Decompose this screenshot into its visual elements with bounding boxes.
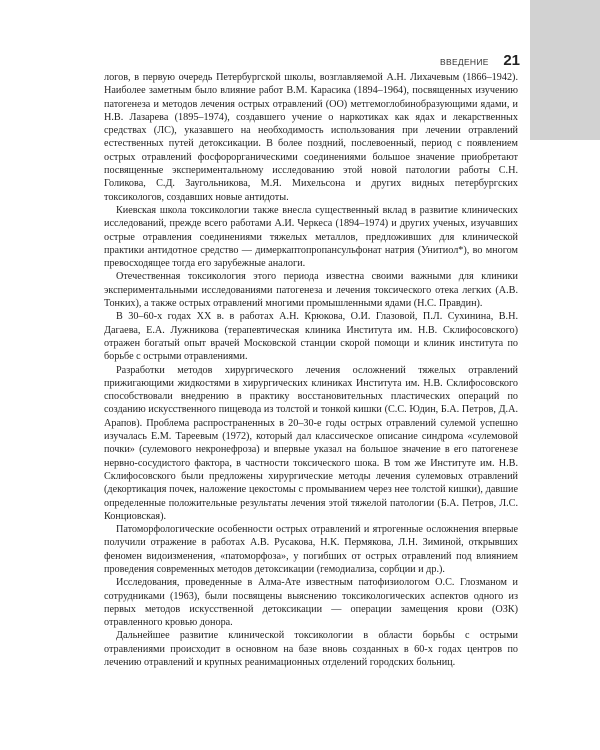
paragraph: Разработки методов хирургического лечения осложнений тяжелых отравлений прижигающими жидкостями в хирургических клиниках Института им. Н.В. Склифосовского способствовали внедрению в практику восстановительных пластических операций по созданию искусственного пищевода из толстой и тонкой кишки (С.С. Юдин, Б.А. Петров, Д.А. Арапов). Проблема распространенных в 20–30-е годы острых отравлений сулемой успешно изучалась Е.М. Тареевым (1972), который дал классическое описание синдрома «сулемовой почки» (сулемового некронефроза) и впервые указал на большое значение в его патогенезе нервно-сосудистого фактора, в частности токсического шока. В том же Институте им. Н.В. Склифосовского были предложены хирургические методы лечения сулемовых отравлений (декортикация почек, наложение цекостомы с промыванием через нее толстой кишки), давшие определенные положительные результаты лечения этой тяжелой патологии (Б.А. Петров, Л.С. Конциовская). (104, 364, 518, 522)
paragraph: Киевская школа токсикологии также внесла существенный вклад в развитие клинических исследований, прежде всего работами А.И. Черкеса (1894–1974) и других ученых, изучавших острые отравления соединениями тяжелых металлов, предложивших для клинической практики антидотное средство — димеркаптопропансульфонат натрия (Унитиол*), во многом превосходящее тогда его зарубежные аналоги. (104, 204, 518, 270)
paragraph: логов, в первую очередь Петербургской школы, возглавляемой А.Н. Лихачевым (1866–1942). Наиболее заметным было влияние работ В.М. Карасика (1894–1964), посвященных изучению патогенеза и методов лечения острых отравлений (ОО) метгемоглобинобразующими ядами, и Н.В. Лазарева (1895–1974), создавшего учение о наркотиках как ядах и лекарственных средствах (ЛС), указавшего на необходимость использования при лечении отравлений естественных путей детоксикации. В более поздний, послевоенный, период с появлением острых отравлений фосфорорганическими соединениями большое значение приобретают посвященные экспериментальному исследованию этой новой патологии работы С.Н. Голикова, С.Д. Заугольникова, М.Я. Михельсона и других видных петербургских токсикологов, создавших новые антидоты. (104, 72, 518, 203)
section-title: ВВЕДЕНИЕ (440, 57, 489, 67)
paragraph: Исследования, проведенные в Алма-Ате известным патофизиологом О.С. Глозманом и сотрудниками (1963), были посвящены выяснению токсикологических аспектов одного из первых методов искусственной детоксикации — операции замещения крови (ОЗК) отравленного кровью донора. (104, 577, 518, 629)
body-text (104, 71, 518, 669)
paragraph: Патоморфологические особенности острых отравлений и ятрогенные осложнения впервые получили отражение в работах А.В. Русакова, Н.К. Пермякова, Л.Н. Зиминой, открывших феномен видоизменения, «патоморфоза», у погибших от острых отравлений под влиянием проведения современных методов детоксикации (гемодиализа, сорбции и др.). (104, 524, 518, 575)
running-header (440, 52, 520, 70)
page-number: 21 (503, 52, 520, 69)
paragraph: В 30–60-х годах XX в. в работах А.Н. Крюкова, О.И. Глазовой, П.Л. Сухинина, В.Н. Дагаева, Е.А. Лужникова (терапевтическая клиника Института им. Н.В. Склифосовского) отражен богатый опыт врачей Московской станции скорой помощи и клиник института по борьбе с острыми отравлениями. (104, 311, 518, 363)
paragraph: Дальнейшее развитие клинической токсикологии в области борьбы с острыми отравлениями происходит в основном на базе вновь созданных в 60-х годах центров по лечению отравлений и крупных реанимационных отделений городских больниц. (104, 630, 518, 669)
paragraph: Отечественная токсикология этого периода известна своими важными для клиники экспериментальными исследованиями патогенеза и лечения токсического отека легких (А.В. Тонких), а также острых отравлений многими промышленными ядами (Н.С. Правдин). (104, 271, 518, 310)
section-tab-marker (530, 0, 600, 140)
